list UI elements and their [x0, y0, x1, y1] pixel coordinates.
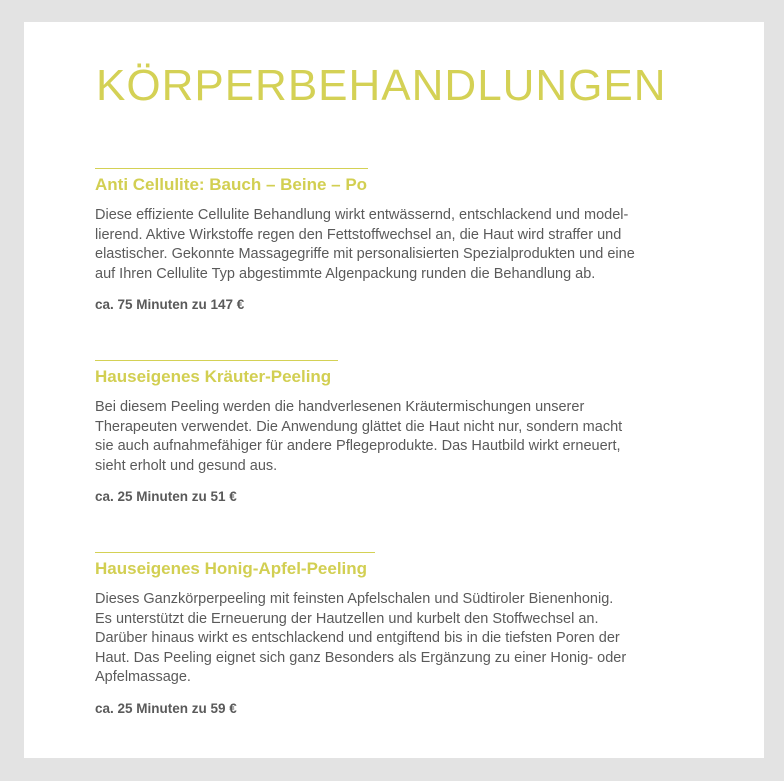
treatment-price: ca. 25 Minuten zu 59 € [95, 700, 237, 716]
treatment-price: ca. 25 Minuten zu 51 € [95, 489, 237, 504]
treatment-section [95, 552, 695, 718]
page-title: KÖRPERBEHANDLUNGEN [96, 61, 667, 110]
treatment-title: Hauseigenes Honig-Apfel-Peeling [95, 559, 368, 578]
content-panel [24, 22, 764, 758]
treatment-description: Bei diesem Peeling werden die handverlesenen Kräutermischungen unserer Therapeuten verwendet. Die Anwendung glättet die Haut nicht nur, sondern macht sie auch aufnahmefähiger für andere Pflegeprodukte. Das Hautbild wirkt erneuert, sieht erholt und gesund aus. [95, 399, 623, 474]
treatment-description: Dieses Ganzkörperpeeling mit feinsten Apfelschalen und Südtiroler Bienenhonig. Es unterstützt die Erneuerung der Hautzellen und kurbelt den Stoffwechsel an. Darüber hinaus wirkt es entschlackend und entgiftend bis in die tiefsten Poren der Haut. Das Peeling eignet sich ganz Besonders als Ergänzung zu einer Honig- oder Apfelmassage. [95, 591, 627, 685]
treatment-title: Hauseigenes Kräuter-Peeling [95, 367, 332, 386]
treatment-description: Diese effiziente Cellulite Behandlung wirkt entwässernd, entschlackend und model- lierend. Aktive Wirkstoffe regen den Fettstoffwechsel an, die Haut wird straffer und elastischer. Gekonnte Massagegriffe mit personalisierten Spezialprodukten und eine auf Ihren Cellulite Typ abgestimmte Algenpackung runden die Behandlung ab. [95, 207, 635, 282]
treatment-price: ca. 75 Minuten zu 147 € [95, 297, 245, 312]
treatment-title: Anti Cellulite: Bauch – Beine – Po [95, 175, 368, 194]
treatment-section [95, 360, 695, 506]
treatment-section [95, 168, 695, 314]
